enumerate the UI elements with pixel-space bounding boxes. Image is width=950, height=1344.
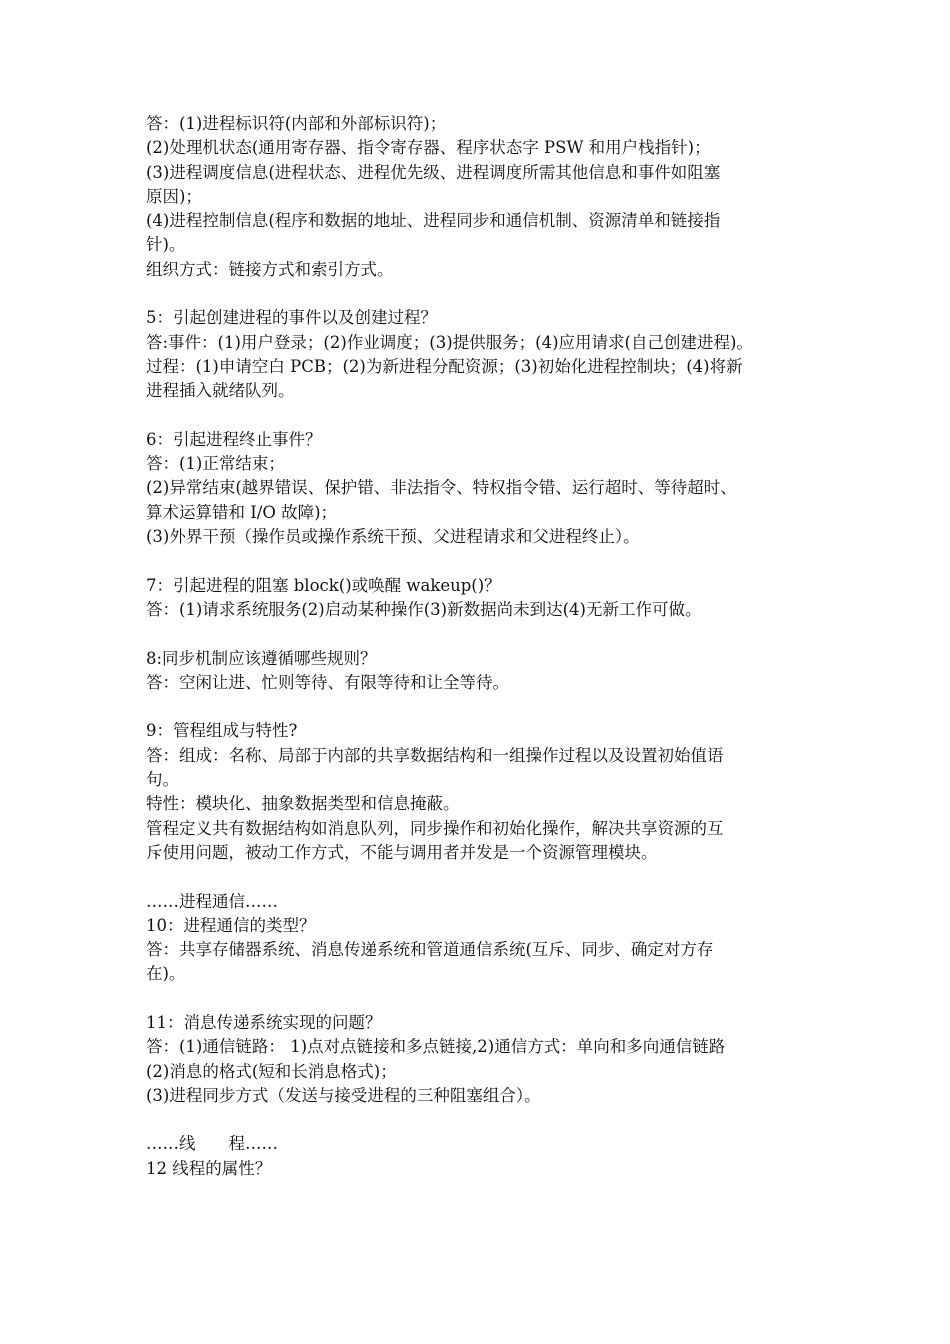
text-line: 过程：(1)申请空白 PCB；(2)为新进程分配资源；(3)初始化进程控制块；(4)将新	[146, 356, 743, 376]
text-line: (4)进程控制信息(程序和数据的地址、进程同步和通信机制、资源清单和链接指	[146, 211, 721, 231]
text-line: (2)处理机状态(通用寄存器、指令寄存器、程序状态字 PSW 和用户栈指针)；	[146, 138, 711, 158]
text-line: 11：消息传递系统实现的问题？	[146, 1012, 382, 1032]
blank-line	[146, 282, 814, 306]
text-line: 答：(1)通信链路： 1)点对点链接和多点链接,2)通信方式：单向和多向通信链路	[146, 1037, 726, 1057]
text-line: 9：管程组成与特性?	[146, 721, 298, 741]
text-line: 6：引起进程终止事件？	[146, 429, 322, 449]
text-line: 10：进程通信的类型？	[146, 915, 316, 935]
text-line: 句。	[146, 770, 179, 790]
text-line: 在)。	[146, 964, 186, 984]
text-line: 答：(1)请求系统服务(2)启动某种操作(3)新数据尚未到达(4)无新工作可做。	[146, 599, 702, 619]
blank-line	[146, 695, 814, 719]
text-line: 7：引起进程的阻塞 block()或唤醒 wakeup()？	[146, 575, 501, 595]
text-line: 5：引起创建进程的事件以及创建过程？	[146, 308, 437, 328]
text-line: ……线 程……	[146, 1134, 278, 1154]
blank-line	[146, 1108, 814, 1132]
blank-line	[146, 865, 814, 889]
blank-line	[146, 549, 814, 573]
blank-line	[146, 987, 814, 1011]
text-line: ……进程通信……	[146, 891, 278, 911]
text-line: 进程插入就绪队列。	[146, 381, 295, 401]
blank-line	[146, 404, 814, 428]
text-line: 答：(1)正常结束；	[146, 454, 285, 474]
text-line: 答：组成：名称、局部于内部的共享数据结构和一组操作过程以及设置初始值语	[146, 745, 724, 765]
text-line: 8:同步机制应该遵循哪些规则？	[146, 648, 377, 668]
text-line: (2)消息的格式(短和长消息格式)；	[146, 1061, 397, 1081]
text-line: (2)异常结束(越界错误、保护错、非法指令、特权指令错、运行超时、等待超时、	[146, 478, 737, 498]
text-line: 原因)；	[146, 186, 202, 206]
text-line: (3)进程调度信息(进程状态、进程优先级、进程调度所需其他信息和事件如阻塞	[146, 162, 721, 182]
text-line: 12 线程的属性？	[146, 1158, 272, 1178]
text-line: 针)。	[146, 235, 186, 255]
text-line: 答：(1)进程标识符(内部和外部标识符)；	[146, 114, 447, 133]
text-line: 答:事件：(1)用户登录；(2)作业调度；(3)提供服务；(4)应用请求(自己创建进程)。	[146, 332, 753, 352]
text-line: 答：空闲让进、忙则等待、有限等待和让全等待。	[146, 672, 509, 692]
blank-line	[146, 622, 814, 646]
text-line: 特性：模块化、抽象数据类型和信息掩蔽。	[146, 794, 460, 814]
text-line: 斥使用问题，被动工作方式，不能与调用者并发是一个资源管理模块。	[146, 842, 658, 862]
text-line: 算术运算错和 I/O 故障)；	[146, 502, 338, 522]
document-body	[146, 112, 814, 1181]
text-line: (3)外界干预（操作员或操作系统干预、父进程请求和父进程终止）。	[146, 527, 640, 547]
text-line: 管程定义共有数据结构如消息队列，同步操作和初始化操作，解决共享资源的互	[146, 818, 724, 838]
text-line: 组织方式：链接方式和索引方式。	[146, 259, 394, 279]
text-line: 答：共享存储器系统、消息传递系统和管道通信系统(互斥、同步、确定对方存	[146, 940, 714, 960]
text-line: (3)进程同步方式（发送与接受进程的三种阻塞组合）。	[146, 1085, 541, 1105]
